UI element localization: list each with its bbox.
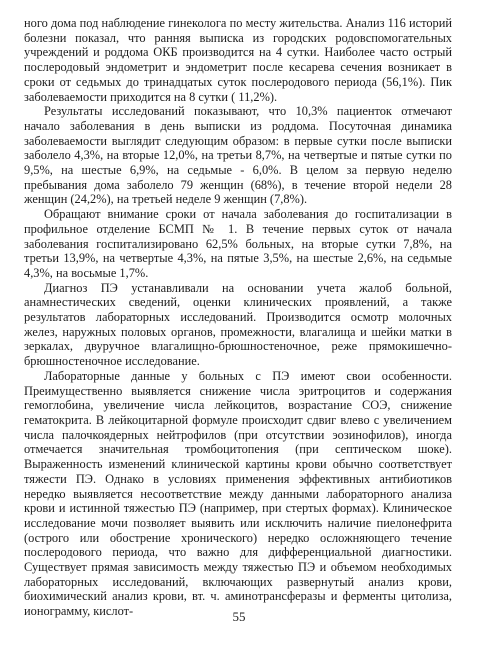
paragraph-2: Результаты исследований показывают, что 10,3% пациенток отмечают начало заболевания в день выписки из роддома. Посуточная динамика заболеваемости выглядит следующим образом: в первые сутки после выписки заболело 4,3%, на вторые 12,0%, на третьи 8,7%, на четвертые и пятые сутки по 9,5%, на шестые 6,9%, на седьмые - 6,0%. В целом за первую неделю пребывания дома заболело 79 женщин (68%), в течение второй недели 28 женщин (24,2%), на третьей неделе 9 женщин (7,8%). <box>24 104 452 207</box>
page-number: 55 <box>232 609 246 624</box>
paragraph-1: ного дома под наблюдение гинеколога по месту жительства. Анализ 116 историй болезни показал, что ранняя выписка из городских родовспомогательных учреждений и роддома ОКБ производится на 4 сутки. Наиболее часто острый послеродовый эндометрит и эндометрит после кесарева сечения возникает в сроки от седьмых до тринадцатых суток послеродового периода (56,1%). Пик заболеваемости приходится на 8 сутки ( 11,2%). <box>24 16 452 104</box>
paragraph-3: Обращают внимание сроки от начала заболевания до госпитализации в профильное отделение БСМП № 1. В течение первых суток от начала заболевания госпитализировано 62,5% больных, на вторые сутки 7,8%, на третьи 13,9%, на четвертые 4,3%, на пятые 3,5%, на шестые 2,6%, на седьмые 4,3%, на восьмые 1,7%. <box>24 207 452 280</box>
paragraph-5: Лабораторные данные у больных с ПЭ имеют свои особенности. Преимущественно выявляется снижение числа эритроцитов и содержания гемоглобина, увеличение числа лейкоцитов, возрастание СОЭ, снижение гематокрита. В лейкоцитарной формуле происходит сдвиг влево с увеличением числа палочкоядерных нейтрофилов (при отсутствии эозинофилов), иногда отмечается значительная тромбоцитопения (при септическом шоке). Выраженность изменений клинической картины крови обычно соответствует тяжести ПЭ. Однако в условиях применения эффективных антибиотиков нередко выявляется несоответствие между данными лабораторного анализа крови и истинной тяжестью ПЭ (например, при стертых формах). Клиническое исследование мочи позволяет выявить или исключить наличие пиелонефрита (острого или обострение хронического) нередко осложняющего течение послеродового периода, что важно для дифференциальной диагностики. Существует прямая зависимость между тяжестью ПЭ и объемом необходимых лабораторных исследований, включающих развернутый анализ крови, биохимический анализ крови, вт. ч. аминотрансферазы и ферменты цитолиза, ионограмму, кислот- <box>24 368 452 619</box>
paragraph-4: Диагноз ПЭ устанавливали на основании учета жалоб больной, анамнестических сведений, оценки клинических проявлений, а также результатов лабораторных исследований. Производится осмотр молочных желез, наружных половых органов, промежности, влагалища и шейки матки в зеркалах, двуручное влагалищно-брюшностеночное, реже прямокишечно-брюшностеночное исследование. <box>24 280 452 369</box>
